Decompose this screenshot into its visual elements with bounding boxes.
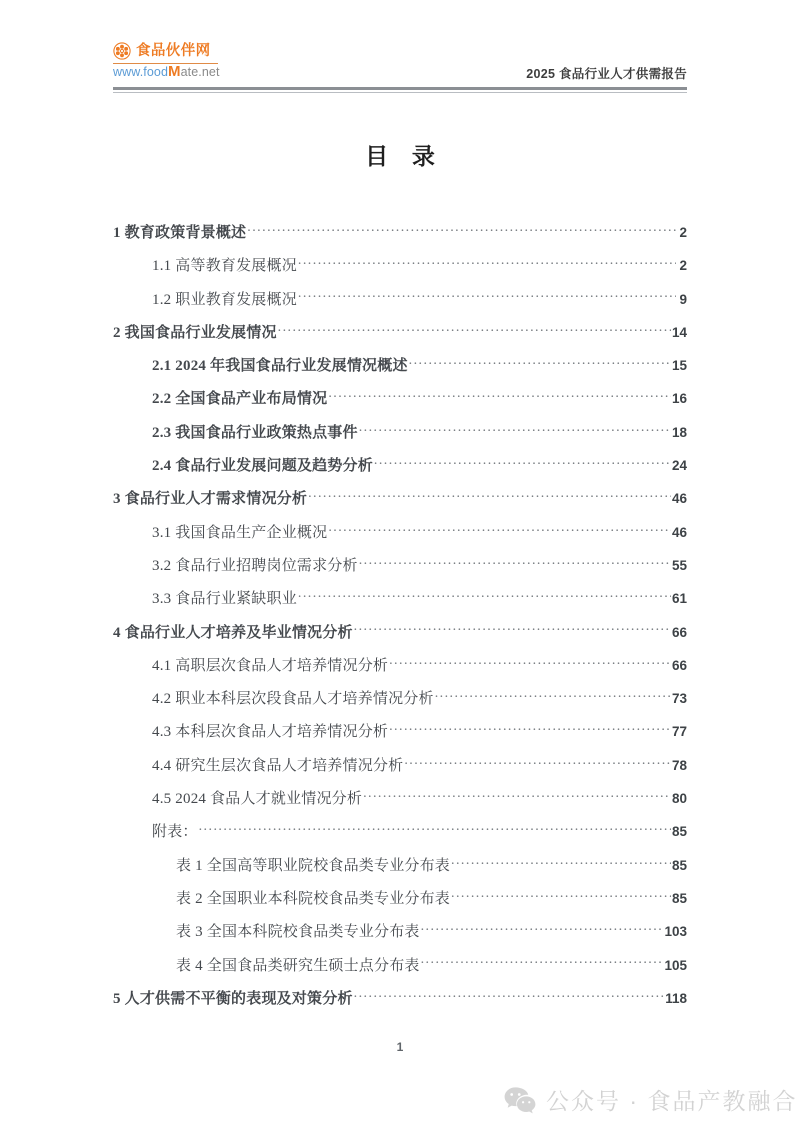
toc-entry[interactable] bbox=[113, 521, 687, 554]
toc-entry-page-number: 73 bbox=[671, 691, 687, 707]
toc-entry[interactable] bbox=[113, 221, 687, 254]
toc-entry[interactable] bbox=[113, 421, 687, 454]
toc-entry-label: 3.2 食品行业招聘岗位需求分析 bbox=[152, 557, 358, 574]
toc-dot-leader bbox=[247, 221, 676, 237]
toc-entry-page-number: 24 bbox=[671, 458, 687, 474]
toc-entry-page-number: 2 bbox=[679, 258, 687, 274]
logo-top-row bbox=[113, 40, 211, 61]
toc-dot-leader bbox=[354, 987, 665, 1003]
toc-entry-label: 2 我国食品行业发展情况 bbox=[113, 324, 277, 341]
toc-dot-leader bbox=[451, 854, 671, 870]
toc-dot-leader bbox=[451, 887, 671, 903]
toc-entry-page-number: 85 bbox=[671, 857, 687, 873]
toc-dot-leader bbox=[354, 621, 671, 637]
toc-entry-page-number: 15 bbox=[671, 358, 687, 374]
toc-entry-label: 2.3 我国食品行业政策热点事件 bbox=[152, 424, 358, 441]
toc-entry[interactable] bbox=[113, 754, 687, 787]
page-header bbox=[113, 40, 687, 90]
table-of-contents bbox=[113, 221, 687, 1020]
toc-entry-label: 5 人才供需不平衡的表现及对策分析 bbox=[113, 990, 353, 1007]
toc-dot-leader bbox=[435, 687, 671, 703]
toc-entry[interactable] bbox=[113, 820, 687, 853]
toc-dot-leader bbox=[298, 254, 676, 270]
toc-entry-page-number: 14 bbox=[671, 324, 687, 340]
toc-entry[interactable] bbox=[113, 321, 687, 354]
toc-dot-leader bbox=[404, 754, 671, 770]
toc-entry-page-number: 61 bbox=[671, 591, 687, 607]
toc-entry-page-number: 103 bbox=[664, 924, 687, 940]
toc-entry-label: 4 食品行业人才培养及毕业情况分析 bbox=[113, 624, 353, 641]
header-rule-thick bbox=[113, 87, 687, 90]
logo-url-m: M bbox=[168, 63, 181, 80]
toc-entry-label: 1.1 高等教育发展概况 bbox=[152, 258, 297, 275]
toc-entry-label: 1 教育政策背景概述 bbox=[113, 225, 247, 241]
toc-entry-label: 4.4 研究生层次食品人才培养情况分析 bbox=[152, 757, 404, 774]
toc-entry-page-number: 18 bbox=[671, 424, 687, 440]
toc-dot-leader bbox=[374, 454, 671, 470]
flower-gear-icon bbox=[113, 42, 131, 60]
toc-dot-leader bbox=[363, 787, 671, 803]
toc-entry[interactable] bbox=[113, 720, 687, 753]
header-rule-thin bbox=[113, 92, 687, 93]
toc-entry[interactable] bbox=[113, 354, 687, 387]
toc-entry-label: 2.2 全国食品产业布局情况 bbox=[152, 391, 328, 408]
toc-entry-page-number: 80 bbox=[671, 791, 687, 807]
toc-entry[interactable] bbox=[113, 254, 687, 287]
foodmate-logo[interactable] bbox=[113, 40, 220, 79]
toc-dot-leader bbox=[278, 321, 671, 337]
toc-entry-label: 4.3 本科层次食品人才培养情况分析 bbox=[152, 724, 389, 741]
toc-dot-leader bbox=[328, 387, 671, 403]
toc-entry[interactable] bbox=[113, 987, 687, 1020]
toc-entry[interactable] bbox=[113, 554, 687, 587]
toc-entry-page-number: 66 bbox=[671, 624, 687, 640]
report-title: 2025 食品行业人才供需报告 bbox=[526, 67, 687, 81]
footer-page-number: 1 bbox=[396, 1040, 404, 1054]
toc-entry-label: 1.2 职业教育发展概况 bbox=[152, 291, 297, 308]
logo-divider bbox=[113, 63, 218, 64]
toc-entry-page-number: 85 bbox=[671, 890, 687, 906]
toc-entry[interactable] bbox=[113, 587, 687, 620]
toc-dot-leader bbox=[389, 720, 671, 736]
toc-entry-page-number: 46 bbox=[671, 491, 687, 507]
toc-dot-leader bbox=[359, 554, 671, 570]
logo-url-suffix: ate.net bbox=[180, 65, 220, 79]
toc-dot-leader bbox=[308, 487, 671, 503]
logo-url-prefix: www.food bbox=[113, 65, 168, 79]
toc-dot-leader bbox=[328, 521, 671, 537]
toc-entry-label: 2.4 食品行业发展问题及趋势分析 bbox=[152, 458, 373, 475]
toc-entry[interactable] bbox=[113, 387, 687, 420]
toc-entry[interactable] bbox=[113, 487, 687, 520]
toc-entry[interactable] bbox=[113, 454, 687, 487]
toc-entry-page-number: 46 bbox=[671, 524, 687, 540]
toc-entry[interactable] bbox=[113, 654, 687, 687]
toc-entry[interactable] bbox=[113, 920, 687, 953]
toc-entry-label: 4.5 2024 食品人才就业情况分析 bbox=[152, 791, 363, 808]
logo-website-url[interactable] bbox=[113, 65, 220, 79]
toc-entry-page-number: 78 bbox=[671, 757, 687, 773]
toc-entry-label: 3 食品行业人才需求情况分析 bbox=[113, 491, 308, 508]
toc-entry-label: 4.1 高职层次食品人才培养情况分析 bbox=[152, 657, 389, 674]
toc-entry-page-number: 66 bbox=[671, 657, 687, 673]
toc-entry-label: 4.2 职业本科层次段食品人才培养情况分析 bbox=[152, 691, 434, 708]
toc-entry-label: 表 1 全国高等职业院校食品类专业分布表 bbox=[176, 857, 451, 874]
toc-entry-page-number: 16 bbox=[671, 391, 687, 407]
toc-entry-label: 3.3 食品行业紧缺职业 bbox=[152, 591, 297, 608]
toc-entry[interactable] bbox=[113, 887, 687, 920]
page-title: 目 录 bbox=[365, 144, 444, 169]
logo-chinese-name: 食品伙伴网 bbox=[136, 42, 211, 59]
toc-entry-label: 表 4 全国食品类研究生硕士点分布表 bbox=[176, 957, 420, 974]
wechat-icon bbox=[503, 1086, 537, 1114]
toc-entry-page-number: 9 bbox=[679, 291, 687, 307]
toc-entry[interactable] bbox=[113, 854, 687, 887]
toc-dot-leader bbox=[298, 587, 671, 603]
toc-entry-page-number: 77 bbox=[671, 724, 687, 740]
toc-entry[interactable] bbox=[113, 621, 687, 654]
toc-entry-label: 表 3 全国本科院校食品类专业分布表 bbox=[176, 924, 420, 941]
toc-entry-label: 表 2 全国职业本科院校食品类专业分布表 bbox=[176, 890, 451, 907]
toc-dot-leader bbox=[359, 421, 671, 437]
wechat-watermark bbox=[503, 1083, 797, 1116]
toc-entry[interactable] bbox=[113, 954, 687, 987]
toc-entry-page-number: 85 bbox=[671, 824, 687, 840]
toc-dot-leader bbox=[389, 654, 671, 670]
toc-entry-page-number: 105 bbox=[664, 957, 687, 973]
toc-entry[interactable] bbox=[113, 687, 687, 720]
toc-entry[interactable] bbox=[113, 288, 687, 321]
toc-dot-leader bbox=[421, 954, 664, 970]
toc-entry-page-number: 118 bbox=[665, 990, 687, 1006]
toc-dot-leader bbox=[199, 820, 671, 836]
toc-dot-leader bbox=[421, 920, 664, 936]
toc-dot-leader bbox=[298, 288, 676, 304]
toc-entry-label: 附表： bbox=[152, 824, 198, 841]
toc-entry-label: 2.1 2024 年我国食品行业发展情况概述 bbox=[152, 358, 408, 375]
toc-entry-page-number: 2 bbox=[679, 225, 687, 240]
toc-dot-leader bbox=[409, 354, 671, 370]
toc-entry[interactable] bbox=[113, 787, 687, 820]
watermark-text: 公众号 · 食品产教融合 bbox=[546, 1088, 798, 1114]
toc-entry-label: 3.1 我国食品生产企业概况 bbox=[152, 524, 328, 541]
toc-entry-page-number: 55 bbox=[671, 557, 687, 573]
